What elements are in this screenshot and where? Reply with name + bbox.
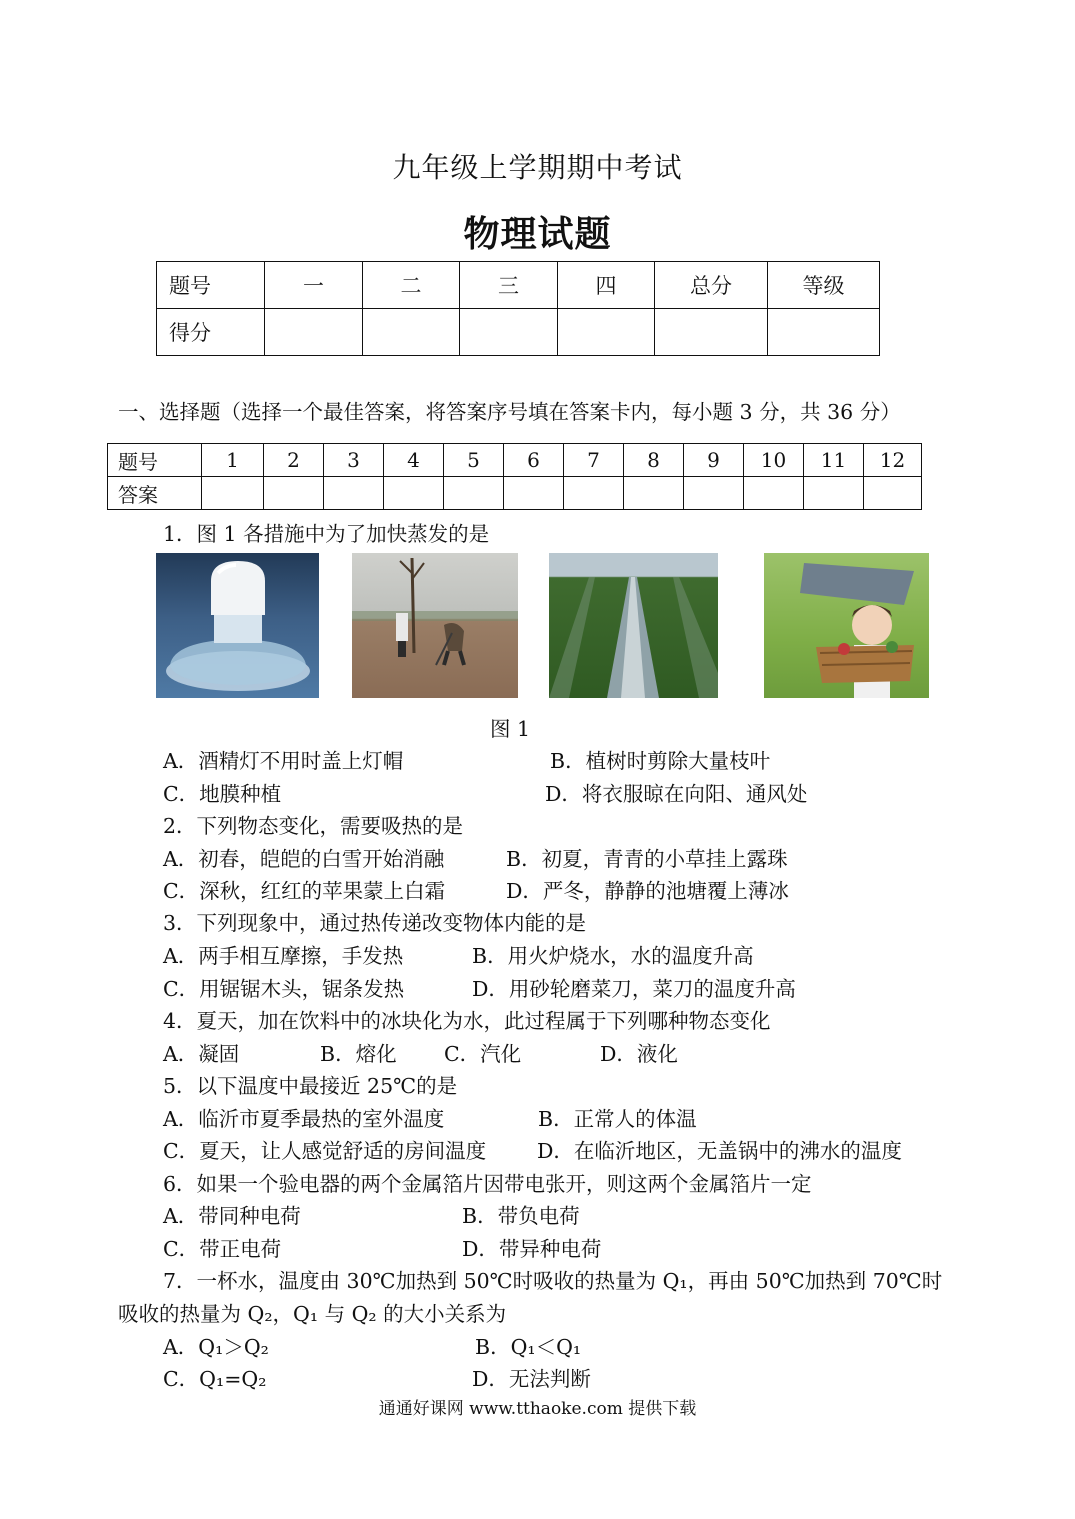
table-row (157, 262, 880, 309)
table-cell: 三 (460, 262, 558, 309)
table-cell (864, 477, 922, 510)
table-cell (384, 477, 444, 510)
table-cell: 8 (624, 444, 684, 477)
table-cell (264, 477, 324, 510)
q5-option-d: D．在临沂地区，无盖锅中的沸水的温度 (537, 1139, 902, 1163)
footer-credit: 通通好课网 www.tthaoke.com 提供下载 (378, 1399, 697, 1419)
table-row (108, 477, 922, 510)
question-4-stem: 4．夏天，加在饮料中的冰块化为水，此过程属于下列哪种物态变化 (163, 1009, 771, 1033)
table-cell: 四 (558, 262, 655, 309)
q6-option-b: B．带负电荷 (462, 1204, 580, 1228)
table-cell (504, 477, 564, 510)
q5-option-b: B．正常人的体温 (538, 1107, 697, 1131)
q3-option-b: B．用火炉烧水，水的温度升高 (472, 944, 754, 968)
table-cell (460, 309, 558, 356)
table-cell (202, 477, 264, 510)
table-cell: 6 (504, 444, 564, 477)
q4-option-a: A．凝固 (163, 1042, 240, 1066)
q1-option-d: D．将衣服晾在向阳、通风处 (545, 782, 808, 806)
table-cell: 2 (264, 444, 324, 477)
question-3-stem: 3．下列现象中，通过热传递改变物体内能的是 (163, 911, 587, 935)
table-cell: 10 (744, 444, 804, 477)
q3-option-d: D．用砂轮磨菜刀，菜刀的温度升高 (472, 977, 796, 1001)
table-cell: 题号 (157, 262, 265, 309)
table-cell (768, 309, 880, 356)
table-cell (655, 309, 768, 356)
q4-option-b: B．熔化 (320, 1042, 397, 1066)
q3-option-a: A．两手相互摩擦，手发热 (163, 944, 404, 968)
table-cell (744, 477, 804, 510)
q2-option-b: B．初夏，青青的小草挂上露珠 (506, 847, 788, 871)
table-cell: 等级 (768, 262, 880, 309)
table-cell: 7 (564, 444, 624, 477)
q6-option-c: C．带正电荷 (163, 1237, 282, 1261)
question-7-stem-cont: 吸收的热量为 Q₂，Q₁ 与 Q₂ 的大小关系为 (118, 1302, 507, 1326)
exam-subtitle: 九年级上学期期中考试 (392, 151, 683, 184)
table-cell: 3 (324, 444, 384, 477)
table-row (157, 309, 880, 356)
photo-mulch-field (549, 553, 718, 698)
table-cell (363, 309, 460, 356)
table-cell: 总分 (655, 262, 768, 309)
table-cell: 4 (384, 444, 444, 477)
table-cell: 二 (363, 262, 460, 309)
figure-caption: 图 1 (490, 717, 531, 741)
q1-option-b: B．植树时剪除大量枝叶 (550, 749, 771, 773)
score-table (156, 261, 880, 356)
table-cell: 11 (804, 444, 864, 477)
table-cell (324, 477, 384, 510)
table-row (108, 444, 922, 477)
q3-option-c: C．用锯锯木头，锯条发热 (163, 977, 405, 1001)
table-cell (265, 309, 363, 356)
q5-option-a: A．临沂市夏季最热的室外温度 (163, 1107, 445, 1131)
table-cell: 答案 (108, 477, 202, 510)
table-cell (804, 477, 864, 510)
table-cell: 9 (684, 444, 744, 477)
q7-option-b: B．Q₁＜Q₁ (475, 1335, 582, 1359)
photo-drying-clothes (764, 553, 929, 698)
answer-table (107, 443, 922, 510)
table-cell: 1 (202, 444, 264, 477)
table-cell (684, 477, 744, 510)
q7-option-d: D．无法判断 (472, 1367, 591, 1391)
q4-option-d: D．液化 (600, 1042, 678, 1066)
table-cell: 题号 (108, 444, 202, 477)
question-6-stem: 6．如果一个验电器的两个金属箔片因带电张开，则这两个金属箔片一定 (163, 1172, 812, 1196)
question-7-stem: 7．一杯水，温度由 30℃加热到 50℃时吸收的热量为 Q₁，再由 50℃加热到 70℃时 (163, 1269, 943, 1293)
q6-option-d: D．带异种电荷 (462, 1237, 602, 1261)
table-cell: 一 (265, 262, 363, 309)
q1-option-a: A．酒精灯不用时盖上灯帽 (163, 749, 404, 773)
question-5-stem: 5．以下温度中最接近 25℃的是 (163, 1074, 458, 1098)
q2-option-d: D．严冬，静静的池塘覆上薄冰 (506, 879, 789, 903)
q2-option-a: A．初春，皑皑的白雪开始消融 (163, 847, 445, 871)
exam-title: 物理试题 (463, 213, 612, 255)
table-cell: 12 (864, 444, 922, 477)
photo-alcohol-lamp (156, 553, 319, 698)
question-2-stem: 2．下列物态变化，需要吸热的是 (163, 814, 464, 838)
table-cell: 得分 (157, 309, 265, 356)
q7-option-c: C．Q₁=Q₂ (163, 1367, 267, 1391)
q7-option-a: A．Q₁＞Q₂ (163, 1335, 269, 1359)
photo-tree-planting (352, 553, 518, 698)
question-1-stem: 1．图 1 各措施中为了加快蒸发的是 (163, 522, 490, 546)
q6-option-a: A．带同种电荷 (163, 1204, 301, 1228)
q5-option-c: C．夏天，让人感觉舒适的房间温度 (163, 1139, 487, 1163)
table-cell (558, 309, 655, 356)
table-cell: 5 (444, 444, 504, 477)
section-heading: 一、选择题（选择一个最佳答案，将答案序号填在答案卡内，每小题 3 分，共 36 分） (118, 400, 901, 424)
q1-option-c: C．地膜种植 (163, 782, 282, 806)
table-cell (564, 477, 624, 510)
q4-option-c: C．汽化 (444, 1042, 522, 1066)
q2-option-c: C．深秋，红红的苹果蒙上白霜 (163, 879, 446, 903)
table-cell (444, 477, 504, 510)
table-cell (624, 477, 684, 510)
